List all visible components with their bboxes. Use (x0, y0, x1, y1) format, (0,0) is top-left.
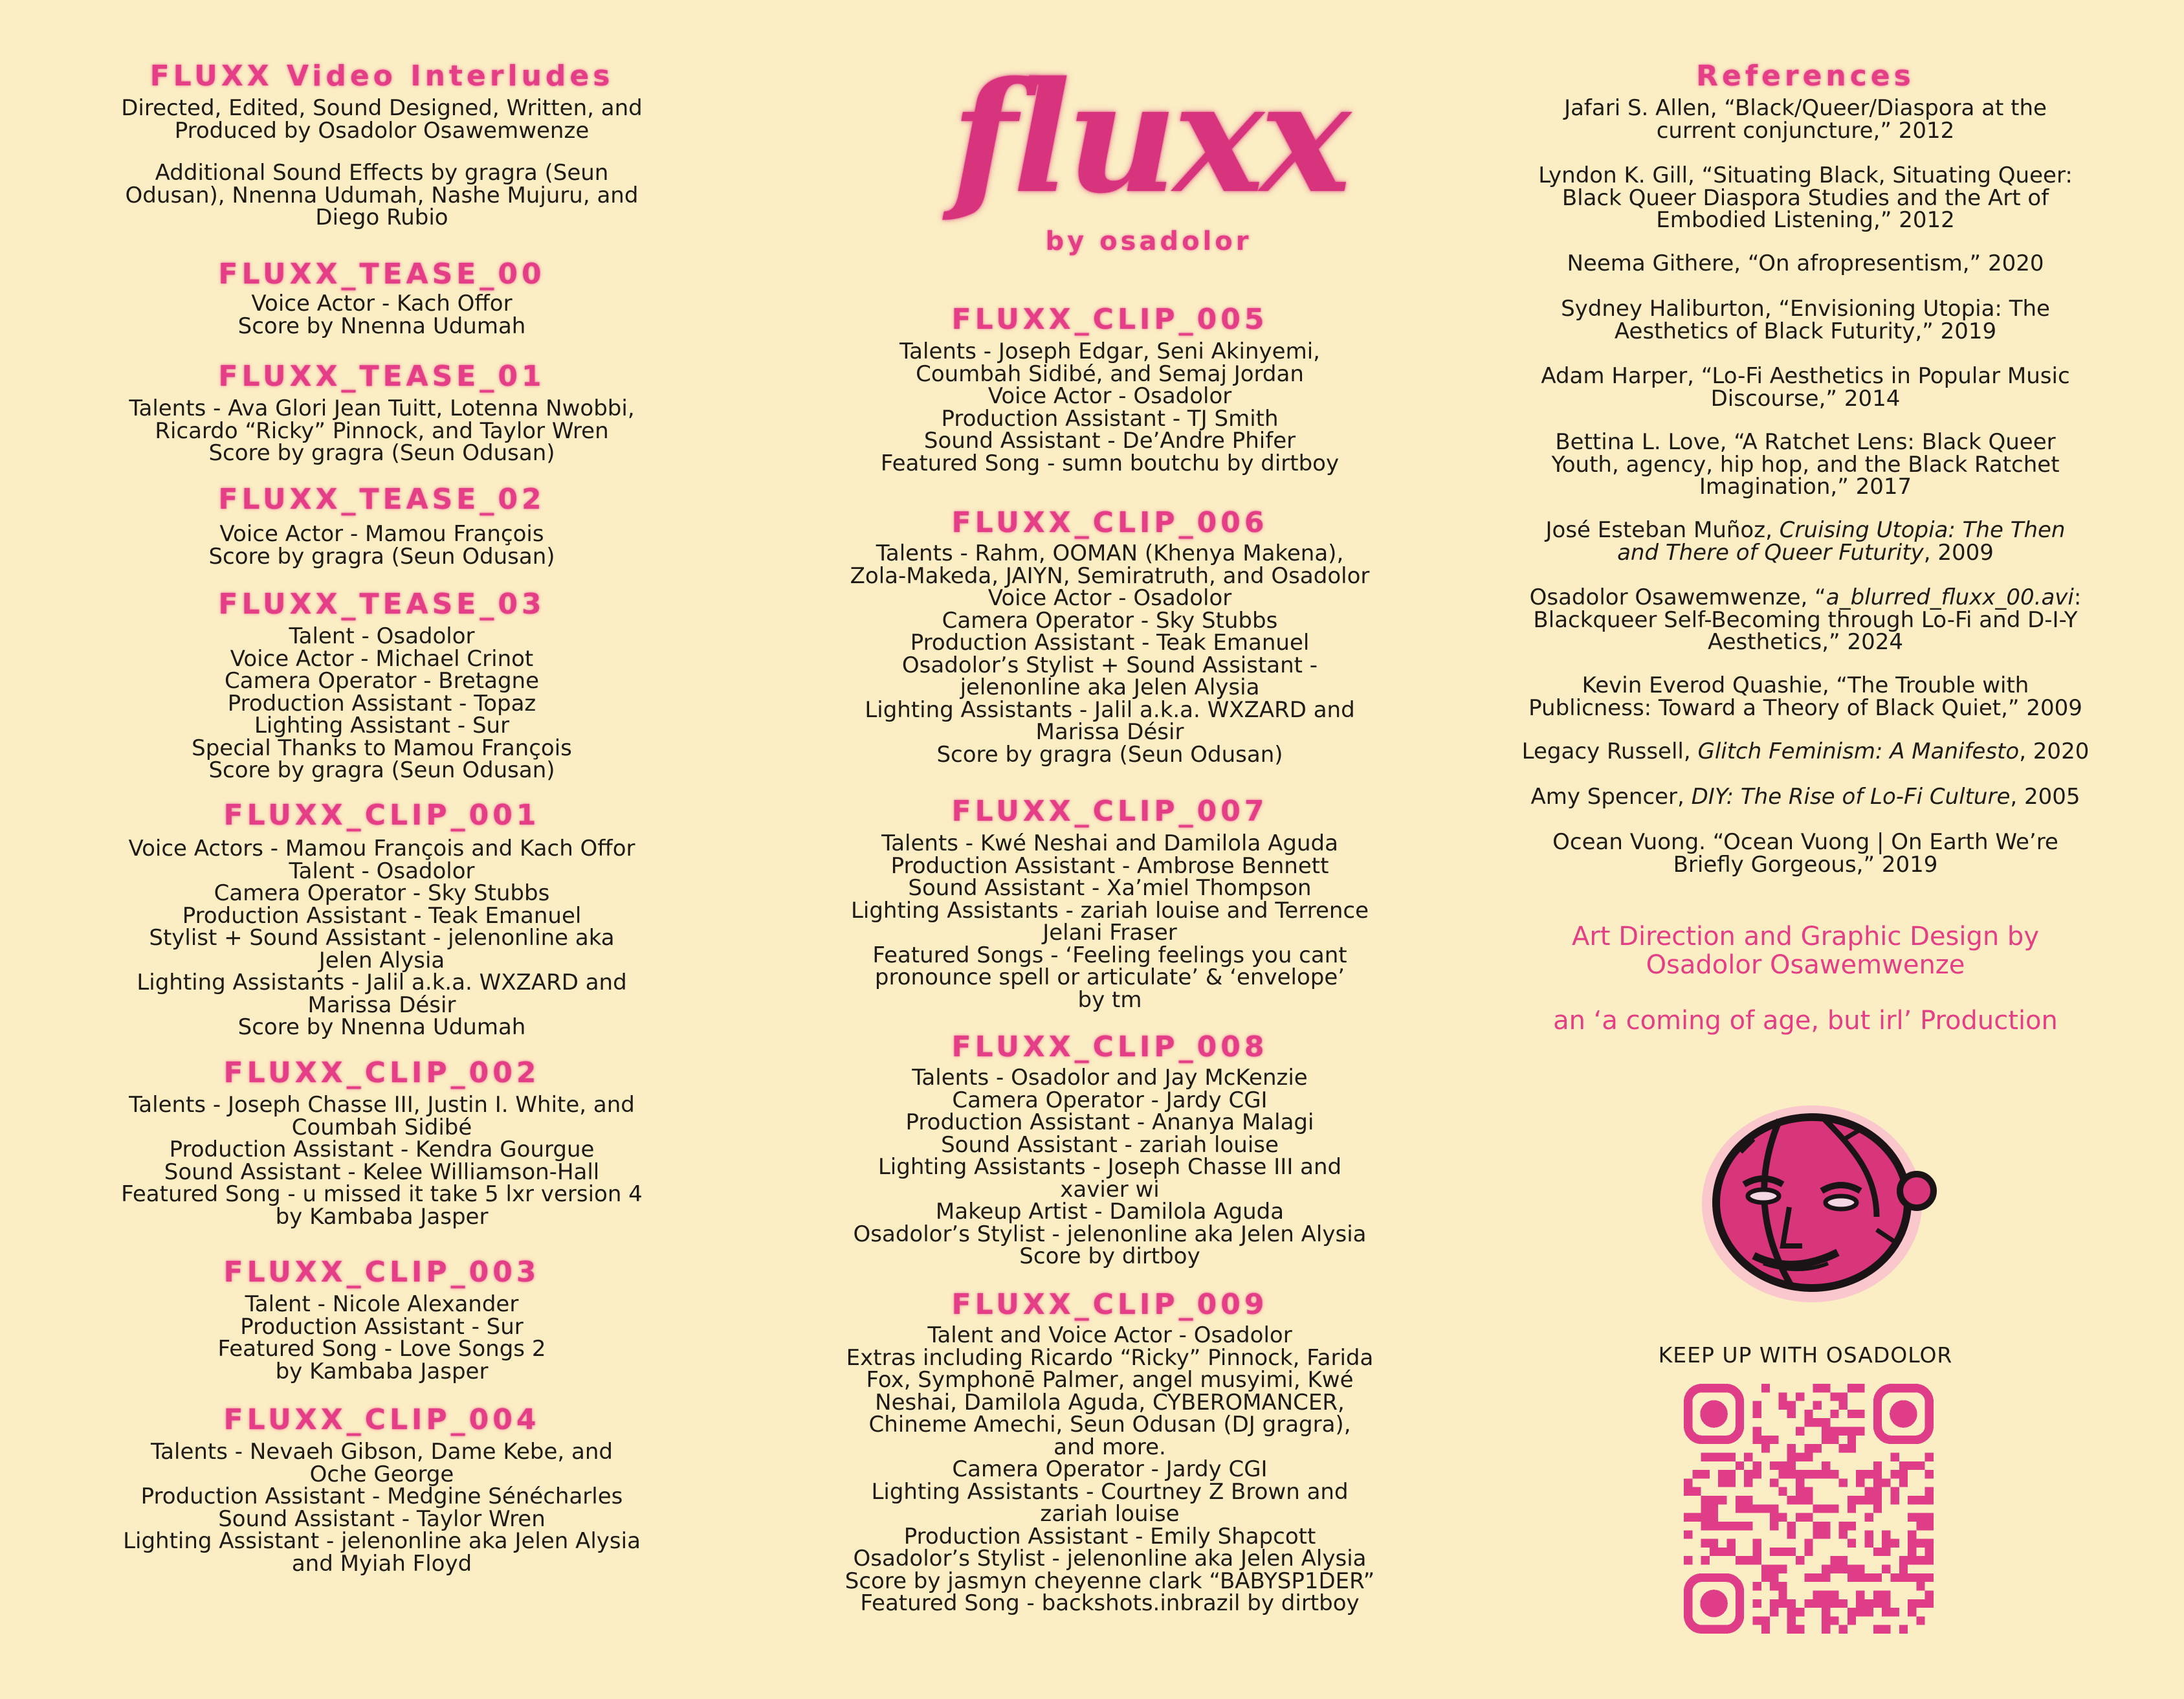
reference-entry (1450, 365, 2161, 410)
credit-line: Score by gragra (Seun Odusan) (936, 741, 1283, 768)
section-heading: FLUXX_TEASE_03 (218, 588, 546, 621)
credit-line: Produced by Osadolor Osawemwenze (174, 117, 590, 144)
credit-line: Production Assistant - Emily Shapcott (903, 1523, 1316, 1549)
credit-line: jelenonline aka Jelen Alysia (960, 674, 1260, 700)
reference-entry (1450, 674, 2161, 719)
credit-block (26, 1293, 738, 1383)
credit-line: by Kambaba Jasper (275, 1358, 489, 1384)
credit-line: Coumbah Sidibé (291, 1114, 472, 1140)
credit-line: Talents - Osadolor and Jay McKenzie (912, 1065, 1308, 1091)
credit-line: Ricardo “Ricky” Pinnock, and Taylor Wren (155, 417, 609, 444)
credit-line: Bettina L. Love, “A Ratchet Lens: Black Queer (1555, 429, 2056, 455)
credit-line: Publicness: Toward a Theory of Black Quiet,” 2009 (1528, 694, 2082, 721)
section-heading: FLUXX_CLIP_009 (951, 1288, 1268, 1321)
middle-column (764, 0, 1456, 1699)
credit-block (764, 340, 1456, 474)
credit-line: Featured Song - backshots.inbrazil by dirtboy (860, 1590, 1360, 1616)
credit-line: Amy Spencer, DIY: The Rise of Lo-Fi Culture, 2005 (1530, 784, 2080, 810)
credit-line: Makeup Artist - Damilola Aguda (935, 1199, 1285, 1225)
credit-line: Aesthetics of Black Futurity,” 2019 (1614, 318, 1997, 344)
credit-line: Voice Actor - Osadolor (987, 585, 1232, 611)
credit-line: Production Assistant - Sur (240, 1313, 524, 1340)
reference-entry (1450, 519, 2161, 564)
credit-line: Osadolor Osawemwenze, “a_blurred_fluxx_00.avi: (1529, 584, 2082, 610)
credit-line: Score by jasmyn cheyenne clark “BABYSP1DER” (844, 1568, 1375, 1594)
credit-line: Production Assistant - Ananya Malagi (905, 1109, 1314, 1135)
section-heading: FLUXX_CLIP_001 (223, 799, 540, 832)
credit-line: Directed, Edited, Sound Designed, Written, and (121, 95, 643, 121)
section-heading: FLUXX_CLIP_005 (951, 303, 1268, 336)
intro-credits (26, 97, 738, 142)
credit-line: and more. (1053, 1434, 1166, 1460)
credit-line: Embodied Listening,” 2012 (1656, 207, 1955, 233)
credit-line: Osadolor’s Stylist + Sound Assistant - (901, 652, 1318, 678)
credit-line: Lighting Assistants - zariah louise and Terrence (850, 897, 1369, 924)
credit-line: Voice Actor - Kach Offor (251, 291, 513, 316)
section-heading: FLUXX_CLIP_002 (223, 1056, 540, 1089)
credit-line: Camera Operator - Bretagne (225, 668, 539, 694)
credit-line: Ocean Vuong. “Ocean Vuong | On Earth We’re (1552, 829, 2058, 855)
credit-line: Osadolor’s Stylist - jelenonline aka Jelen Alysia (853, 1221, 1367, 1247)
credit-line: Talent and Voice Actor - Osadolor (927, 1322, 1292, 1348)
credit-block (26, 838, 738, 1039)
section-heading: FLUXX_CLIP_003 (223, 1256, 540, 1289)
credit-line: Talents - Joseph Chasse III, Justin I. White, and (129, 1092, 635, 1118)
credit-line: Osadolor’s Stylist - jelenonline aka Jelen Alysia (853, 1546, 1367, 1571)
sound-effects-credits (26, 162, 738, 229)
credit-line: Camera Operator - Jardy CGI (952, 1087, 1268, 1113)
credit-line: Featured Song - Love Songs 2 (217, 1336, 546, 1362)
credit-line: Talent - Osadolor (289, 623, 475, 649)
art-direction-credit (1450, 922, 2161, 979)
keep-up-label: KEEP UP WITH OSADOLOR (1658, 1342, 1953, 1368)
credit-block (26, 625, 738, 782)
credit-line: zariah louise (1040, 1501, 1180, 1527)
reference-entry (1450, 252, 2161, 275)
section-heading: FLUXX_CLIP_008 (951, 1030, 1268, 1063)
credit-line: Jelen Alysia (318, 947, 445, 973)
credit-line: Odusan), Nnenna Udumah, Nashe Mujuru, and (125, 182, 639, 208)
reference-entry (1450, 431, 2161, 498)
credit-line: Lighting Assistant - Sur (254, 713, 510, 738)
credit-line: Fox, Symphonē Palmer, angel musyimi, Kwé (866, 1367, 1354, 1393)
credit-line: Production Assistant - Topaz (227, 690, 536, 716)
credit-line: Score by gragra (Seun Odusan) (208, 440, 555, 466)
video-interludes-title: FLUXX Video Interludes (149, 60, 614, 93)
reference-entry (1450, 164, 2161, 232)
credit-line: Voice Actor - Osadolor (987, 383, 1232, 409)
credit-line: Chineme Amechi, Seun Odusan (DJ gragra), (868, 1412, 1351, 1438)
credit-line: Production Assistant - TJ Smith (941, 405, 1279, 432)
credit-line: Production Assistant - Medgine Sénécharles (140, 1483, 623, 1509)
credit-line: pronounce spell or articulate’ & ‘envelope’ (874, 964, 1345, 990)
reference-entry (1450, 298, 2161, 342)
credit-line: Production Assistant - Kendra Gourgue (169, 1137, 595, 1162)
section-heading: FLUXX_CLIP_004 (223, 1403, 540, 1436)
credit-line: Lighting Assistants - Jalil a.k.a. WXZARD and (865, 696, 1355, 723)
production-credit (1450, 1006, 2161, 1035)
reference-entry (1450, 786, 2161, 808)
reference-entry (1450, 740, 2161, 763)
credit-block (764, 832, 1456, 1011)
reference-entry (1450, 831, 2161, 876)
logo-byline: by osadolor (1045, 227, 1252, 256)
left-column (26, 0, 738, 1699)
credit-line: Sound Assistant - Kelee Williamson-Hall (164, 1159, 600, 1185)
credit-line: Lighting Assistants - Courtney Z Brown and (871, 1478, 1349, 1505)
credit-block (764, 1067, 1456, 1268)
credit-line: Neema Githere, “On afropresentism,” 2020 (1567, 250, 2044, 276)
credit-line: Special Thanks to Mamou François (192, 735, 572, 761)
credit-line: Lighting Assistants - Jalil a.k.a. WXZARD and (137, 970, 627, 995)
credit-line: Production Assistant - Teak Emanuel (182, 902, 582, 929)
credit-line: Legacy Russell, Glitch Feminism: A Manifesto, 2020 (1521, 738, 2090, 764)
credit-line: Sound Assistant - Xa’miel Thompson (908, 875, 1312, 901)
section-heading: FLUXX_TEASE_02 (218, 483, 546, 516)
credit-line: Score by Nnenna Udumah (237, 1014, 526, 1040)
credit-line: Discourse,” 2014 (1710, 385, 1901, 412)
credit-line: Youth, agency, hip hop, and the Black Ratchet (1551, 451, 2060, 478)
credit-line: xavier wi (1060, 1176, 1160, 1203)
credit-line: Oche George (309, 1461, 454, 1487)
section-heading: FLUXX_TEASE_01 (218, 360, 546, 393)
credit-line: Voice Actor - Mamou François (219, 521, 544, 547)
credit-line: Featured Song - u missed it take 5 lxr version 4 (121, 1181, 643, 1207)
credit-line: Talents - Rahm, OOMAN (Khenya Makena), (876, 540, 1344, 566)
credit-line: Score by gragra (Seun Odusan) (208, 543, 555, 570)
credit-block (26, 1441, 738, 1575)
qr-code-icon[interactable] (1684, 1384, 1934, 1634)
credit-line: Marissa Désir (1035, 719, 1184, 745)
credit-line: Camera Operator - Jardy CGI (952, 1456, 1268, 1482)
reference-entry (1450, 97, 2161, 142)
credit-line: Sound Assistant - Taylor Wren (218, 1505, 546, 1532)
credit-line: Voice Actors - Mamou François and Kach Offor (128, 836, 635, 861)
credit-block (26, 293, 738, 337)
credit-line: Marissa Désir (307, 992, 456, 1018)
credit-line: Diego Rubio (315, 205, 448, 230)
credit-line: Briefly Gorgeous,” 2019 (1673, 851, 1938, 878)
osadolor-portrait-illustration (1682, 1094, 1961, 1307)
credit-line: Talents - Joseph Edgar, Seni Akinyemi, (899, 339, 1320, 364)
credit-line: by Kambaba Jasper (275, 1203, 489, 1230)
credit-line: Camera Operator - Sky Stubbs (942, 607, 1278, 634)
credit-line: Coumbah Sidibé, and Semaj Jordan (916, 361, 1304, 387)
credit-line: Talent - Osadolor (289, 858, 475, 884)
credit-line: and Myiah Floyd (291, 1550, 472, 1577)
credit-line: Adam Harper, “Lo-Fi Aesthetics in Popular Music (1541, 363, 2070, 389)
credit-line: Talents - Ava Glori Jean Tuitt, Lotenna Nwobbi, (129, 395, 635, 421)
credit-line: Camera Operator - Sky Stubbs (214, 880, 550, 906)
credit-line: Talent - Nicole Alexander (245, 1291, 519, 1317)
credit-line: Zola-Makeda, JAIYN, Semiratruth, and Osadolor (850, 562, 1370, 589)
credit-line: Stylist + Sound Assistant - jelenonline aka (149, 925, 615, 951)
reference-entry (1450, 586, 2161, 654)
credit-line: Jelani Fraser (1042, 920, 1177, 946)
section-heading: FLUXX_CLIP_006 (951, 506, 1268, 539)
credit-line: Score by gragra (Seun Odusan) (208, 757, 555, 783)
credit-line: Additional Sound Effects by gragra (Seun (155, 160, 609, 186)
credit-line: Blackqueer Self-Becoming through Lo-Fi and D-I-Y (1533, 606, 2078, 633)
credit-line: Production Assistant - Ambrose Bennett (890, 852, 1329, 879)
credit-line: Sound Assistant - De’Andre Phifer (923, 428, 1296, 454)
credit-line: Kevin Everod Quashie, “The Trouble with (1582, 672, 2029, 698)
section-heading: FLUXX_TEASE_00 (218, 258, 546, 291)
credit-line: Voice Actor - Michael Crinot (230, 645, 534, 672)
credit-line: Lighting Assistant - jelenonline aka Jelen Alysia (123, 1528, 641, 1554)
credit-line: Talents - Kwé Neshai and Damilola Aguda (881, 830, 1338, 856)
credit-block (26, 523, 738, 568)
credit-line: Extras including Ricardo “Ricky” Pinnock, Farida (846, 1344, 1374, 1371)
credit-line: Jafari S. Allen, “Black/Queer/Diaspora at the (1564, 95, 2047, 121)
credit-line: and There of Queer Futurity, 2009 (1617, 539, 1994, 566)
credit-block (26, 1094, 738, 1228)
logo-wordmark: fluxx (951, 49, 1347, 227)
credit-line: by tm (1077, 986, 1142, 1013)
credit-line: Production Assistant - Teak Emanuel (910, 630, 1310, 656)
credit-line: Sydney Haliburton, “Envisioning Utopia: The (1561, 296, 2050, 322)
credit-line: Neshai, Damilola Aguda, CYBEROMANCER, (875, 1389, 1345, 1416)
credit-line: Featured Songs - ‘Feeling feelings you cant (872, 942, 1347, 968)
credit-block (764, 1324, 1456, 1615)
credit-line: Imagination,” 2017 (1699, 474, 1912, 500)
credit-line: Score by dirtboy (1019, 1243, 1200, 1269)
credit-line: Score by Nnenna Udumah (237, 313, 526, 339)
credit-line: Aesthetics,” 2024 (1707, 629, 1904, 655)
credit-line: Osadolor Osawemwenze (1646, 950, 1965, 980)
section-heading: FLUXX_CLIP_007 (951, 795, 1268, 828)
references-title: References (1696, 60, 1915, 93)
credit-line: Art Direction and Graphic Design by (1572, 922, 2039, 951)
credit-line: current conjuncture,” 2012 (1656, 117, 1955, 144)
credit-block (26, 397, 738, 465)
credit-line: Sound Assistant - zariah louise (941, 1131, 1279, 1158)
credit-block (764, 542, 1456, 766)
credit-line: Lyndon K. Gill, “Situating Black, Situating Queer: (1538, 162, 2073, 188)
credit-line: Featured Song - sumn boutchu by dirtboy (880, 450, 1340, 476)
credit-line: an ‘a coming of age, but irl’ Production (1553, 1006, 2058, 1036)
credit-line: Black Queer Diaspora Studies and the Art of (1561, 184, 2049, 211)
credit-line: José Esteban Muñoz, Cruising Utopia: The Then (1545, 517, 2066, 543)
credit-line: Lighting Assistants - Joseph Chasse III and (877, 1154, 1342, 1180)
credit-line: Talents - Nevaeh Gibson, Dame Kebe, and (151, 1439, 613, 1465)
